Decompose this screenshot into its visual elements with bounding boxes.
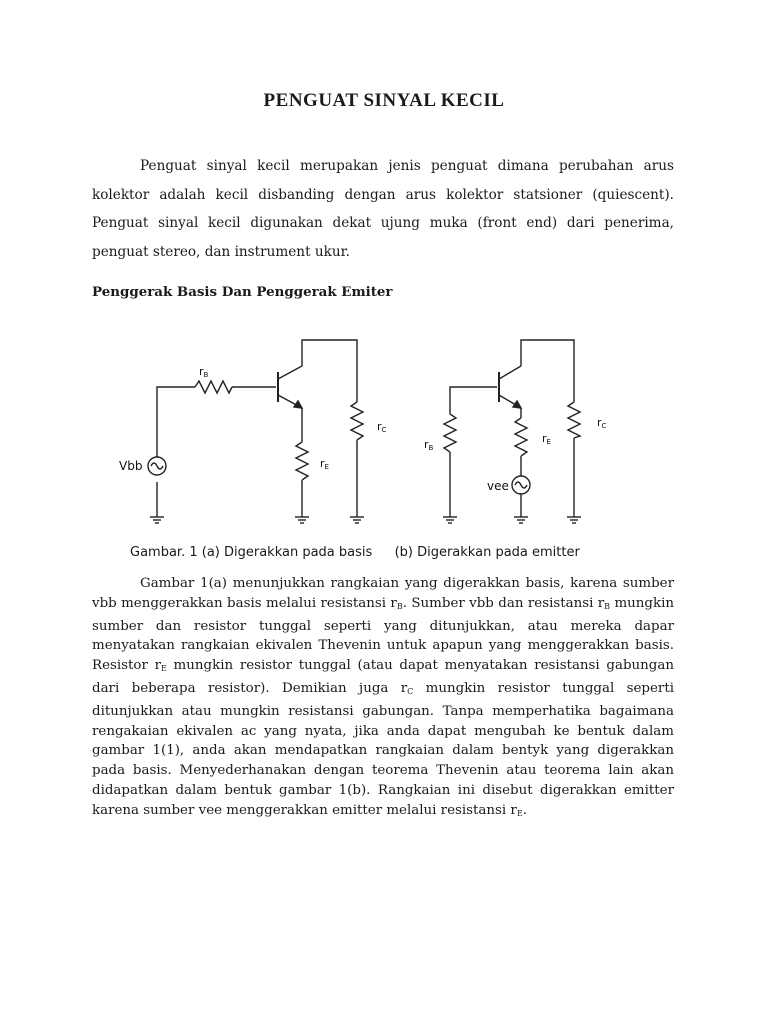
circuit-b-re-resistor-icon [515,418,527,456]
intro-paragraph: Penguat sinyal kecil merupakan jenis penguat dimana perubahan arus kolektor adalah kecil disbanding dengan arus kolektor statsioner (quiescent). Penguat sinyal kecil digunakan dekat ujung muka (front end) dari penerima, penguat stereo, dan instrument ukur. [92,158,674,260]
circuit-a-re-resistor-icon [296,442,308,480]
circuit-b-emitter-arrow-icon [513,401,521,408]
circuit-b-label-source: vee [487,479,509,493]
circuit-b-rc-resistor-icon [568,402,580,438]
circuit-b-rb-resistor-icon [444,414,456,452]
caption-part-b: (b) Digerakkan pada emitter [394,545,580,560]
circuit-a-rb-resistor-icon [195,381,232,393]
circuit-b [443,340,581,523]
body-paragraph: Gambar 1(a) menunjukkan rangkaian yang digerakkan basis, karena sumber vbb menggerakkan basis melalui resistansi $r_B$. Sumber vbb dan resistansi $r_B$ mungkin sumber dan resistor tunggal seperti yang ditunjukkan, atau mereka dapar menyatakan rangkaian ekivalen Thevenin untuk apapun yang menggerakkan basis. Resistor $r_E$ mungkin resistor tunggal (atau dapat menyatakan resistansi gabungan dari beberapa resistor). Demikian juga $r_C$ mungkin resistor tunggal seperti ditunjukkan atau mungkin resistansi gabungan. Tanpa memperhatika bagaimana rengakaian ekivalen ac yang nyata, jika anda dapat mengubah ke bentuk dalam gambar 1(1), anda akan mendapatkan rangkaian dalam bentyk yang digerakkan pada basis. Menyederhanakan dengan teorema Thevenin atau teorema lain akan didapatkan dalam bentuk gambar 1(b). Rangkaian ini disebut digerakkan emitter karena sumber vee menggerakkan emitter melalui resistansi $r_E$. [92,576,675,818]
circuit-a-label-rc: rC [377,420,387,434]
circuit-b-wire-collector [521,340,574,402]
caption-part-a: Gambar. 1 (a) Digerakkan pada basis [130,545,373,560]
circuit-a-label-re: rE [320,457,329,471]
section-heading: Penggerak Basis Dan Penggerak Emiter [92,284,393,300]
circuit-a-wire-collector [302,340,357,402]
circuit-diagram [0,320,768,540]
circuit-b-label-re: rE [542,432,551,446]
circuit-b-wire-base [450,387,497,414]
circuit-a-ground-icon-1 [150,517,164,523]
circuit-b-ground-icon-2 [514,517,528,523]
circuit-b-label-rb: rB [424,438,434,452]
circuit-a-wire-up [157,387,195,457]
circuit-a-label-source: Vbb [119,459,143,473]
page-title: PENGUAT SINYAL KECIL [263,90,505,111]
circuit-b-label-rc: rC [597,416,607,430]
circuit-a [148,340,364,523]
circuit-a-ground-icon-3 [350,517,364,523]
circuit-b-ground-icon-1 [443,517,457,523]
circuit-a-rc-resistor-icon [351,402,363,440]
circuit-b-transistor-collector [499,366,521,379]
circuit-b-ac-source-wave [515,482,527,488]
circuit-a-ac-source-wave [151,463,163,469]
circuit-a-transistor-collector [278,366,302,379]
circuit-b-ground-icon-3 [567,517,581,523]
circuit-a-label-rb: rB [199,365,209,379]
circuit-a-emitter-arrow-icon [294,401,302,408]
circuit-a-ground-icon-2 [295,517,309,523]
figure-caption [130,545,690,560]
